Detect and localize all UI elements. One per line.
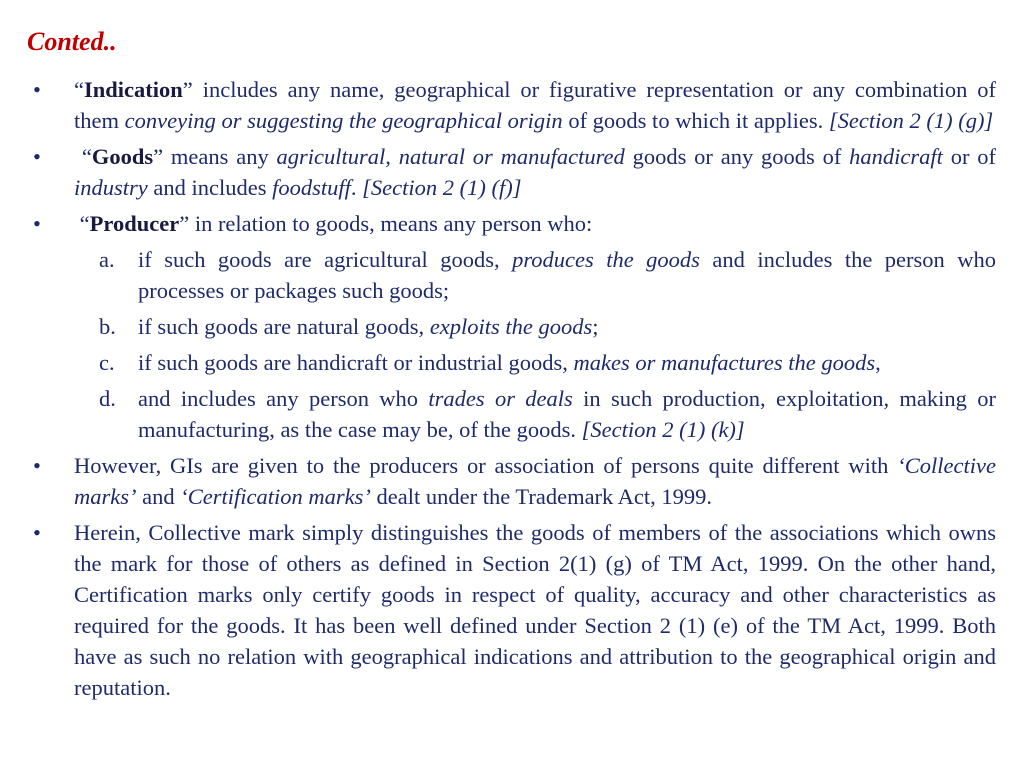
bullet-gis-collective-certification (33, 450, 996, 512)
bullet-collective-mark-explanation (33, 517, 996, 703)
sub-item-letter: b. (99, 314, 116, 339)
italic-text: exploits the goods (429, 314, 593, 339)
bullet-dot: • (33, 211, 41, 236)
sub-item-c (33, 347, 996, 378)
text: dealt under the Trademark Act, 1999. (370, 484, 713, 509)
text: Herein, Collective mark simply distinguishes the goods of members of the associations which owns the mark for those of others as defined in Section 2(1) (g) of TM Act, 1999. On the other hand, Certification marks only certify goods in respect of quality, accuracy and other characteristics as required for the goods. It has been well defined under Section 2 (1) (e) of the TM Act, 1999. Both have as such no relation with geographical indications and attribution to the geographical origin and reputation. (74, 520, 996, 700)
italic-text: ‘Collective marks’ (74, 453, 996, 509)
italic-text: handicraft (849, 144, 943, 169)
sub-item-letter: a. (99, 247, 115, 272)
bullet-producer (33, 208, 996, 239)
text: in relation to goods, means any person who: (189, 211, 593, 236)
text: means any (163, 144, 277, 169)
text: and includes any person who (138, 386, 429, 411)
text: and (136, 484, 181, 509)
open-quote: “ (81, 144, 92, 169)
sub-item-letter: d. (99, 386, 116, 411)
term-producer: Producer (89, 211, 180, 236)
text: in such production, exploitation, making or manufacturing, as the case may be, of the goods. (138, 386, 996, 442)
italic-text: ‘Certification marks’ (180, 484, 371, 509)
term-goods: Goods (91, 144, 154, 169)
text: of goods to which it applies. (562, 108, 829, 133)
sub-item-letter: c. (99, 350, 115, 375)
sub-item-a (33, 244, 996, 306)
bullet-indication (33, 74, 996, 136)
close-quote: ” (182, 77, 193, 102)
text: , (875, 350, 881, 375)
bullet-dot: • (33, 77, 41, 102)
text: and includes (147, 175, 273, 200)
text: . (350, 175, 363, 200)
text: if such goods are handicraft or industrial goods, (138, 350, 574, 375)
close-quote: ” (153, 144, 164, 169)
slide-title: Conted.. (27, 27, 117, 56)
sub-item-d (33, 383, 996, 445)
text: and includes the person who processes or packages such goods; (138, 247, 996, 303)
italic-text: industry (74, 175, 148, 200)
italic-text: conveying or suggesting the geographical origin (124, 108, 563, 133)
bullet-dot: • (33, 144, 41, 169)
text: goods or any goods of (624, 144, 850, 169)
section-reference: [Section 2 (1) (k)] (581, 417, 745, 442)
text: ; (592, 314, 599, 339)
italic-text: foodstuff (272, 175, 351, 200)
text: if such goods are natural goods, (138, 314, 430, 339)
section-reference: [Section 2 (1) (f)] (362, 175, 522, 200)
bullet-dot: • (33, 453, 41, 478)
bullet-goods (33, 141, 996, 203)
open-quote: “ (79, 211, 90, 236)
text: However, GIs are given to the producers or association of persons quite different with (74, 453, 898, 478)
italic-text: makes or manufactures the goods (573, 350, 876, 375)
open-quote: “ (74, 77, 84, 102)
italic-text: agricultural, natural or manufactured (276, 144, 625, 169)
close-quote: ” (179, 211, 190, 236)
section-reference: [Section 2 (1) (g)] (828, 108, 994, 133)
sub-item-b (33, 311, 996, 342)
text: includes any name, geographical or figurative representation or any combination of them (74, 77, 996, 133)
italic-text: produces the goods (512, 247, 700, 272)
bullet-dot: • (33, 520, 41, 545)
term-indication: Indication (84, 77, 183, 102)
text: if such goods are agricultural goods, (138, 247, 513, 272)
italic-text: trades or deals (428, 386, 573, 411)
slide-content (33, 74, 996, 708)
text: or of (942, 144, 997, 169)
